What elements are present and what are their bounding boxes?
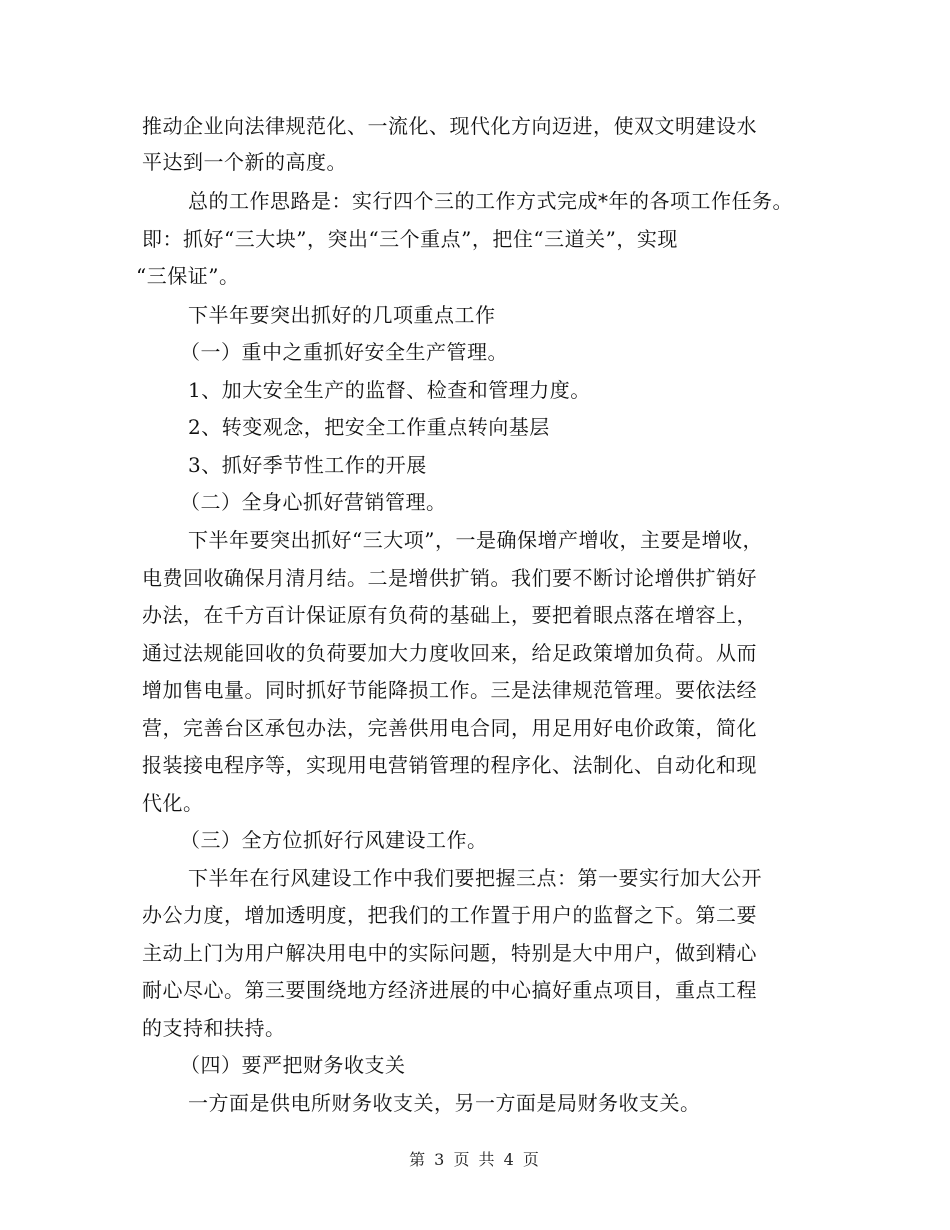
text-line-22: 办公力度，增加透明度，把我们的工作置于用户的监督之下。第二要 — [142, 903, 757, 927]
section-heading-3: （三）全方位抓好行风建设工作。 — [180, 828, 488, 852]
text-line-24: 耐心尽心。第三要围绕地方经济进展的中心搞好重点项目，重点工程 — [142, 978, 757, 1002]
text-line-5: “三保证”。 — [136, 264, 240, 288]
text-line-14: 办法，在千方百计保证原有负荷的基础上，要把着眼点落在增容上， — [142, 603, 757, 627]
text-line-19: 代化。 — [142, 791, 204, 815]
text-line-16: 增加售电量。同时抓好节能降损工作。三是法律规范管理。要依法经 — [142, 678, 757, 702]
text-line-23: 主动上门为用户解决用电中的实际问题，特别是大中用户，做到精心 — [142, 941, 757, 965]
page-number: 第 3 页 共 4 页 — [409, 1150, 541, 1169]
list-item-2: 2、转变观念，把安全工作重点转向基层 — [188, 415, 550, 439]
text-line-25: 的支持和扶持。 — [142, 1016, 286, 1040]
list-item-1: 1、加大安全生产的监督、检查和管理力度。 — [188, 378, 591, 402]
text-line-18: 报装接电程序等，实现用电营销管理的程序化、法制化、自动化和现 — [142, 753, 757, 777]
section-heading-4: （四）要严把财务收支关 — [180, 1053, 406, 1077]
section-heading-1: （一）重中之重抓好安全生产管理。 — [180, 340, 508, 364]
text-line-12: 下半年要突出抓好“三大项”，一是确保增产增收，主要是增收， — [188, 528, 763, 552]
text-line-2: 平达到一个新的高度。 — [142, 150, 347, 174]
list-item-3: 3、抓好季节性工作的开展 — [188, 453, 427, 477]
text-line-17: 营，完善台区承包办法，完善供用电合同，用足用好电价政策，简化 — [142, 716, 757, 740]
text-line-21: 下半年在行风建设工作中我们要把握三点：第一要实行加大公开 — [188, 866, 762, 890]
text-line-15: 通过法规能回收的负荷要加大力度收回来，给足政策增加负荷。从而 — [142, 641, 757, 665]
text-line-27: 一方面是供电所财务收支关，另一方面是局财务收支关。 — [188, 1091, 701, 1115]
text-line-4: 即：抓好“三大块”，突出“三个重点”，把住“三道关”，实现 — [142, 227, 678, 251]
text-line-13: 电费回收确保月清月结。二是增供扩销。我们要不断讨论增供扩销好 — [142, 566, 757, 590]
section-intro-heading: 下半年要突出抓好的几项重点工作 — [188, 303, 496, 327]
text-line-1: 推动企业向法律规范化、一流化、现代化方向迈进，使双文明建设水 — [142, 114, 757, 138]
text-line-3: 总的工作思路是：实行四个三的工作方式完成*年的各项工作任务。 — [188, 189, 793, 213]
section-heading-2: （二）全身心抓好营销管理。 — [180, 490, 447, 514]
